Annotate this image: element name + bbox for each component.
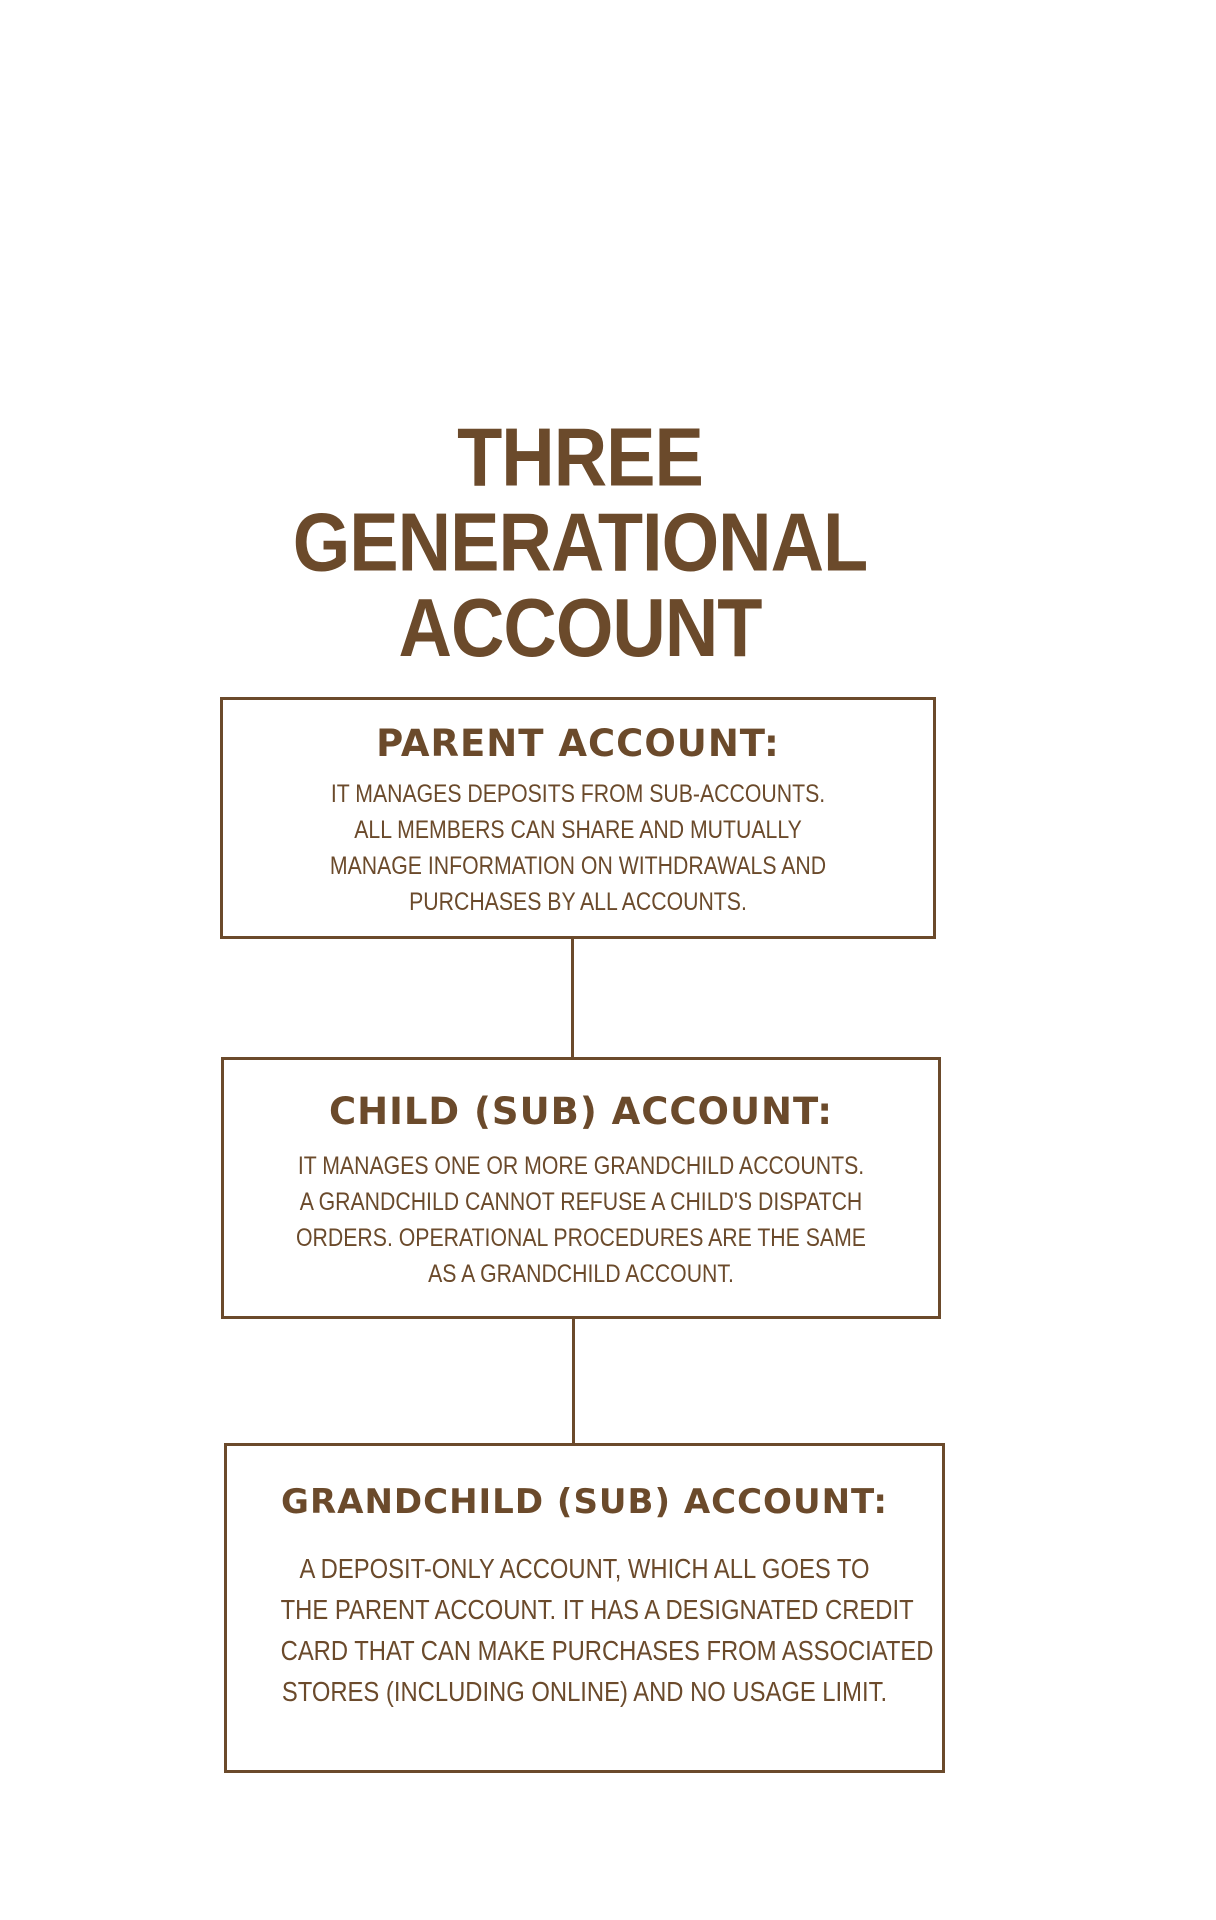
child-account-heading: CHILD (SUB) ACCOUNT: bbox=[328, 1090, 834, 1133]
title-line: GENERATIONAL bbox=[292, 495, 868, 589]
title-line: ACCOUNT bbox=[398, 580, 762, 674]
description-line: AS A GRANDCHILD ACCOUNT. bbox=[428, 1260, 734, 1288]
description-line: MANAGE INFORMATION ON WITHDRAWALS AND bbox=[329, 852, 827, 880]
description-line: IT MANAGES DEPOSITS FROM SUB-ACCOUNTS. bbox=[330, 780, 826, 808]
description-line: A DEPOSIT-ONLY ACCOUNT, WHICH ALL GOES TO bbox=[299, 1553, 870, 1584]
parent-account-box bbox=[220, 697, 936, 939]
parent-account-heading: PARENT ACCOUNT: bbox=[376, 722, 780, 765]
description-line: ALL MEMBERS CAN SHARE AND MUTUALLY bbox=[354, 816, 802, 844]
description-line: CARD THAT CAN MAKE PURCHASES FROM ASSOCIATED bbox=[280, 1635, 934, 1666]
parent-child-connector bbox=[571, 939, 574, 1057]
diagram-title bbox=[0, 410, 1160, 674]
description-line: IT MANAGES ONE OR MORE GRANDCHILD ACCOUNTS. bbox=[297, 1152, 865, 1180]
child-account-box bbox=[221, 1057, 941, 1319]
title-line: THREE bbox=[457, 410, 703, 504]
description-line: ORDERS. OPERATIONAL PROCEDURES ARE THE SAME bbox=[296, 1224, 866, 1252]
description-line: THE PARENT ACCOUNT. IT HAS A DESIGNATED CREDIT bbox=[280, 1594, 914, 1625]
grandchild-account-heading: GRANDCHILD (SUB) ACCOUNT: bbox=[281, 1482, 888, 1522]
description-line: STORES (INCLUDING ONLINE) AND NO USAGE LIMIT. bbox=[281, 1676, 888, 1707]
description-line: A GRANDCHILD CANNOT REFUSE A CHILD'S DISPATCH bbox=[299, 1188, 863, 1216]
grandchild-account-box bbox=[224, 1443, 945, 1773]
parent-account-description bbox=[276, 776, 880, 920]
child-grandchild-connector bbox=[572, 1319, 575, 1443]
grandchild-account-description bbox=[280, 1548, 934, 1712]
description-line: PURCHASES BY ALL ACCOUNTS. bbox=[409, 888, 747, 916]
child-account-description bbox=[278, 1148, 885, 1292]
